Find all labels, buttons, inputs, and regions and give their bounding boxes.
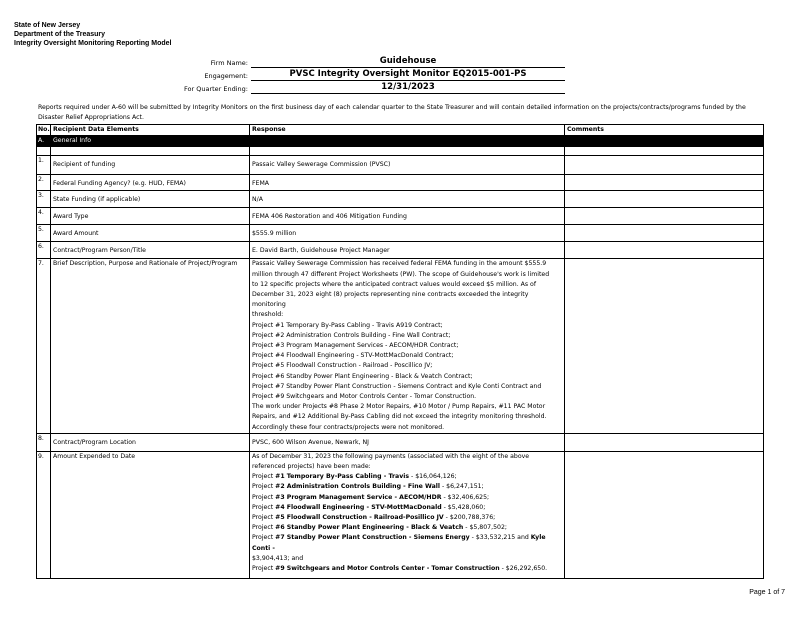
row-comment [565, 191, 764, 208]
row-label: Amount Expended to Date [51, 451, 250, 578]
description-line: December 31, 2023 eight (8) projects representing nine contracts exceeded the integrity monitoring [252, 291, 529, 309]
quarter-value: 12/31/2023 [251, 82, 565, 94]
payments-intro-line: referenced projects) have been made: [252, 463, 371, 471]
row-response-payments [250, 451, 565, 578]
row-number: 9. [37, 451, 51, 578]
table-row [37, 175, 764, 191]
row-number: 3. [37, 191, 51, 208]
row-comment [565, 242, 764, 259]
document-header [14, 21, 172, 48]
row-response: E. David Barth, Guidehouse Project Manager [250, 242, 565, 259]
col-header-no: No. [37, 125, 51, 136]
row-comment [565, 433, 764, 451]
row-response: Passaic Valley Sewerage Commission (PVSC) [250, 156, 565, 175]
description-line: million through 47 different Project Worksheets (PW). The scope of Guidehouse's work is limited [252, 270, 550, 278]
payment-line: Project #4 Floodwall Engineering - STV-MottMacDonald - $5,428,060; [252, 503, 486, 511]
payment-line: Project #1 Temporary By-Pass Cabling - Travis - $16,064,126; [252, 473, 457, 481]
description-line: Project #2 Administration Controls Building - Fine Wall Contract; [252, 331, 451, 339]
row-response: PVSC, 600 Wilson Avenue, Newark, NJ [250, 433, 565, 451]
payment-line: $3,904,413; and [252, 554, 304, 562]
section-letter: A. [37, 136, 51, 147]
row-label: Recipient of funding [51, 156, 250, 175]
row-response: $555.9 million [250, 225, 565, 242]
row-number: 4. [37, 208, 51, 225]
row-comment [565, 208, 764, 225]
table-row [37, 225, 764, 242]
recipient-data-table [36, 124, 764, 579]
description-line: Passaic Valley Sewerage Commission has received federal FEMA funding in the amount $555.9 [252, 260, 547, 268]
row-label: Contract/Program Location [51, 433, 250, 451]
row-label: Award Type [51, 208, 250, 225]
row-number: 2. [37, 175, 51, 191]
row-label: State Funding (if applicable) [51, 191, 250, 208]
row-label: Brief Description, Purpose and Rationale of Project/Program [51, 259, 250, 433]
payment-line: Project #2 Administration Controls Building - Fine Wall - $6,247,151; [252, 483, 484, 491]
row-label: Contract/Program Person/Title [51, 242, 250, 259]
row-label: Award Amount [51, 225, 250, 242]
row-number: 1. [37, 156, 51, 175]
firm-label: Firm Name: [210, 59, 248, 67]
firm-row [150, 56, 570, 69]
col-header-response: Response [250, 125, 565, 136]
row-comment [565, 156, 764, 175]
description-line: threshold: [252, 311, 284, 319]
table-row [37, 191, 764, 208]
header-model: Integrity Oversight Monitoring Reporting Model [14, 40, 172, 47]
engagement-row [150, 69, 570, 82]
section-fill [565, 136, 764, 147]
payment-line: Project #3 Program Management Service - AECOM/HDR - $32,406,625; [252, 493, 490, 501]
description-line: The work under Projects #8 Phase 2 Motor Repairs, #10 Motor / Pump Repairs, #11 PAC Motor [252, 403, 546, 411]
spacer-row [37, 147, 764, 156]
engagement-label: Engagement: [204, 72, 248, 80]
engagement-value: PVSC Integrity Oversight Monitor EQ2015-001-PS [251, 69, 565, 81]
firm-value: Guidehouse [251, 56, 565, 68]
quarter-row [150, 82, 570, 95]
description-line: Repairs, and #12 Additional By-Pass Cabling did not exceed the integrity monitoring threshold. [252, 413, 547, 421]
row-response: N/A [250, 191, 565, 208]
description-line: Project #4 Floodwall Engineering - STV-MottMacDonald Contract; [252, 352, 454, 360]
description-line: Project #7 Standby Power Plant Construction - Siemens Contract and Kyle Conti Contract and [252, 382, 542, 390]
row-comment [565, 451, 764, 578]
page-number: Page 1 of 7 [749, 589, 785, 596]
payment-line: Project #6 Standby Power Plant Engineering - Black & Veatch - $5,807,502; [252, 524, 507, 532]
section-fill [250, 136, 565, 147]
table-row [37, 451, 764, 578]
description-line: Project #6 Standby Power Plant Engineering - Black & Veatch Contract; [252, 372, 473, 380]
payment-line: Project #5 Floodwall Construction - Railroad-Posillico JV - $200,788,376; [252, 514, 496, 522]
table-row [37, 156, 764, 175]
row-label: Federal Funding Agency? (e.g. HUD, FEMA) [51, 175, 250, 191]
col-header-element: Recipient Data Elements [51, 125, 250, 136]
payment-line: Project #9 Switchgears and Motor Controls Center - Tomar Construction - $26,292,650. [252, 565, 548, 573]
section-row [37, 136, 764, 147]
description-line: to 12 specific projects where the anticipated contract values would exceed $5 million. As of [252, 280, 537, 288]
description-line: Project #1 Temporary By-Pass Cabling - Travis A919 Contract; [252, 321, 443, 329]
col-header-comments: Comments [565, 125, 764, 136]
table-header-row [37, 125, 764, 136]
row-number: 7. [37, 259, 51, 433]
quarter-label: For Quarter Ending: [184, 85, 248, 93]
description-line: Accordingly these four contracts/projects were not monitored. [252, 423, 445, 431]
row-number: 5. [37, 225, 51, 242]
table-row [37, 433, 764, 451]
table-row [37, 242, 764, 259]
payment-line: Project #7 Standby Power Plant Construction - Siemens Energy - $33,532,215 and Kyle Conti - [252, 534, 546, 552]
table-row [37, 208, 764, 225]
row-comment [565, 175, 764, 191]
row-number: 6. [37, 242, 51, 259]
header-state: State of New Jersey [14, 22, 81, 29]
row-response: FEMA [250, 175, 565, 191]
intro-paragraph: Reports required under A-60 will be submitted by Integrity Monitors on the first business day of each calendar quarter to the State Treasurer and will contain detailed information on the projects/contracts/programs funded by the Disaster Relief Appropriations Act. [38, 104, 746, 121]
payments-intro-line: As of December 31, 2023 the following payments (associated with the eight of the above [252, 452, 530, 460]
description-line: Project #5 Floodwall Construction - Railroad - Poscillico JV; [252, 362, 433, 370]
row-response-description [250, 259, 565, 433]
description-line: Project #3 Program Management Services - AECOM/HDR Contract; [252, 342, 459, 350]
table-row [37, 259, 764, 433]
meta-block [150, 56, 570, 95]
row-comment [565, 225, 764, 242]
header-department: Department of the Treasury [14, 31, 106, 38]
description-line: Project #9 Switchgears and Motor Controls Center - Tomar Construction. [252, 393, 477, 401]
row-number: 8. [37, 433, 51, 451]
row-comment [565, 259, 764, 433]
row-response: FEMA 406 Restoration and 406 Mitigation Funding [250, 208, 565, 225]
section-title: General Info [51, 136, 250, 147]
